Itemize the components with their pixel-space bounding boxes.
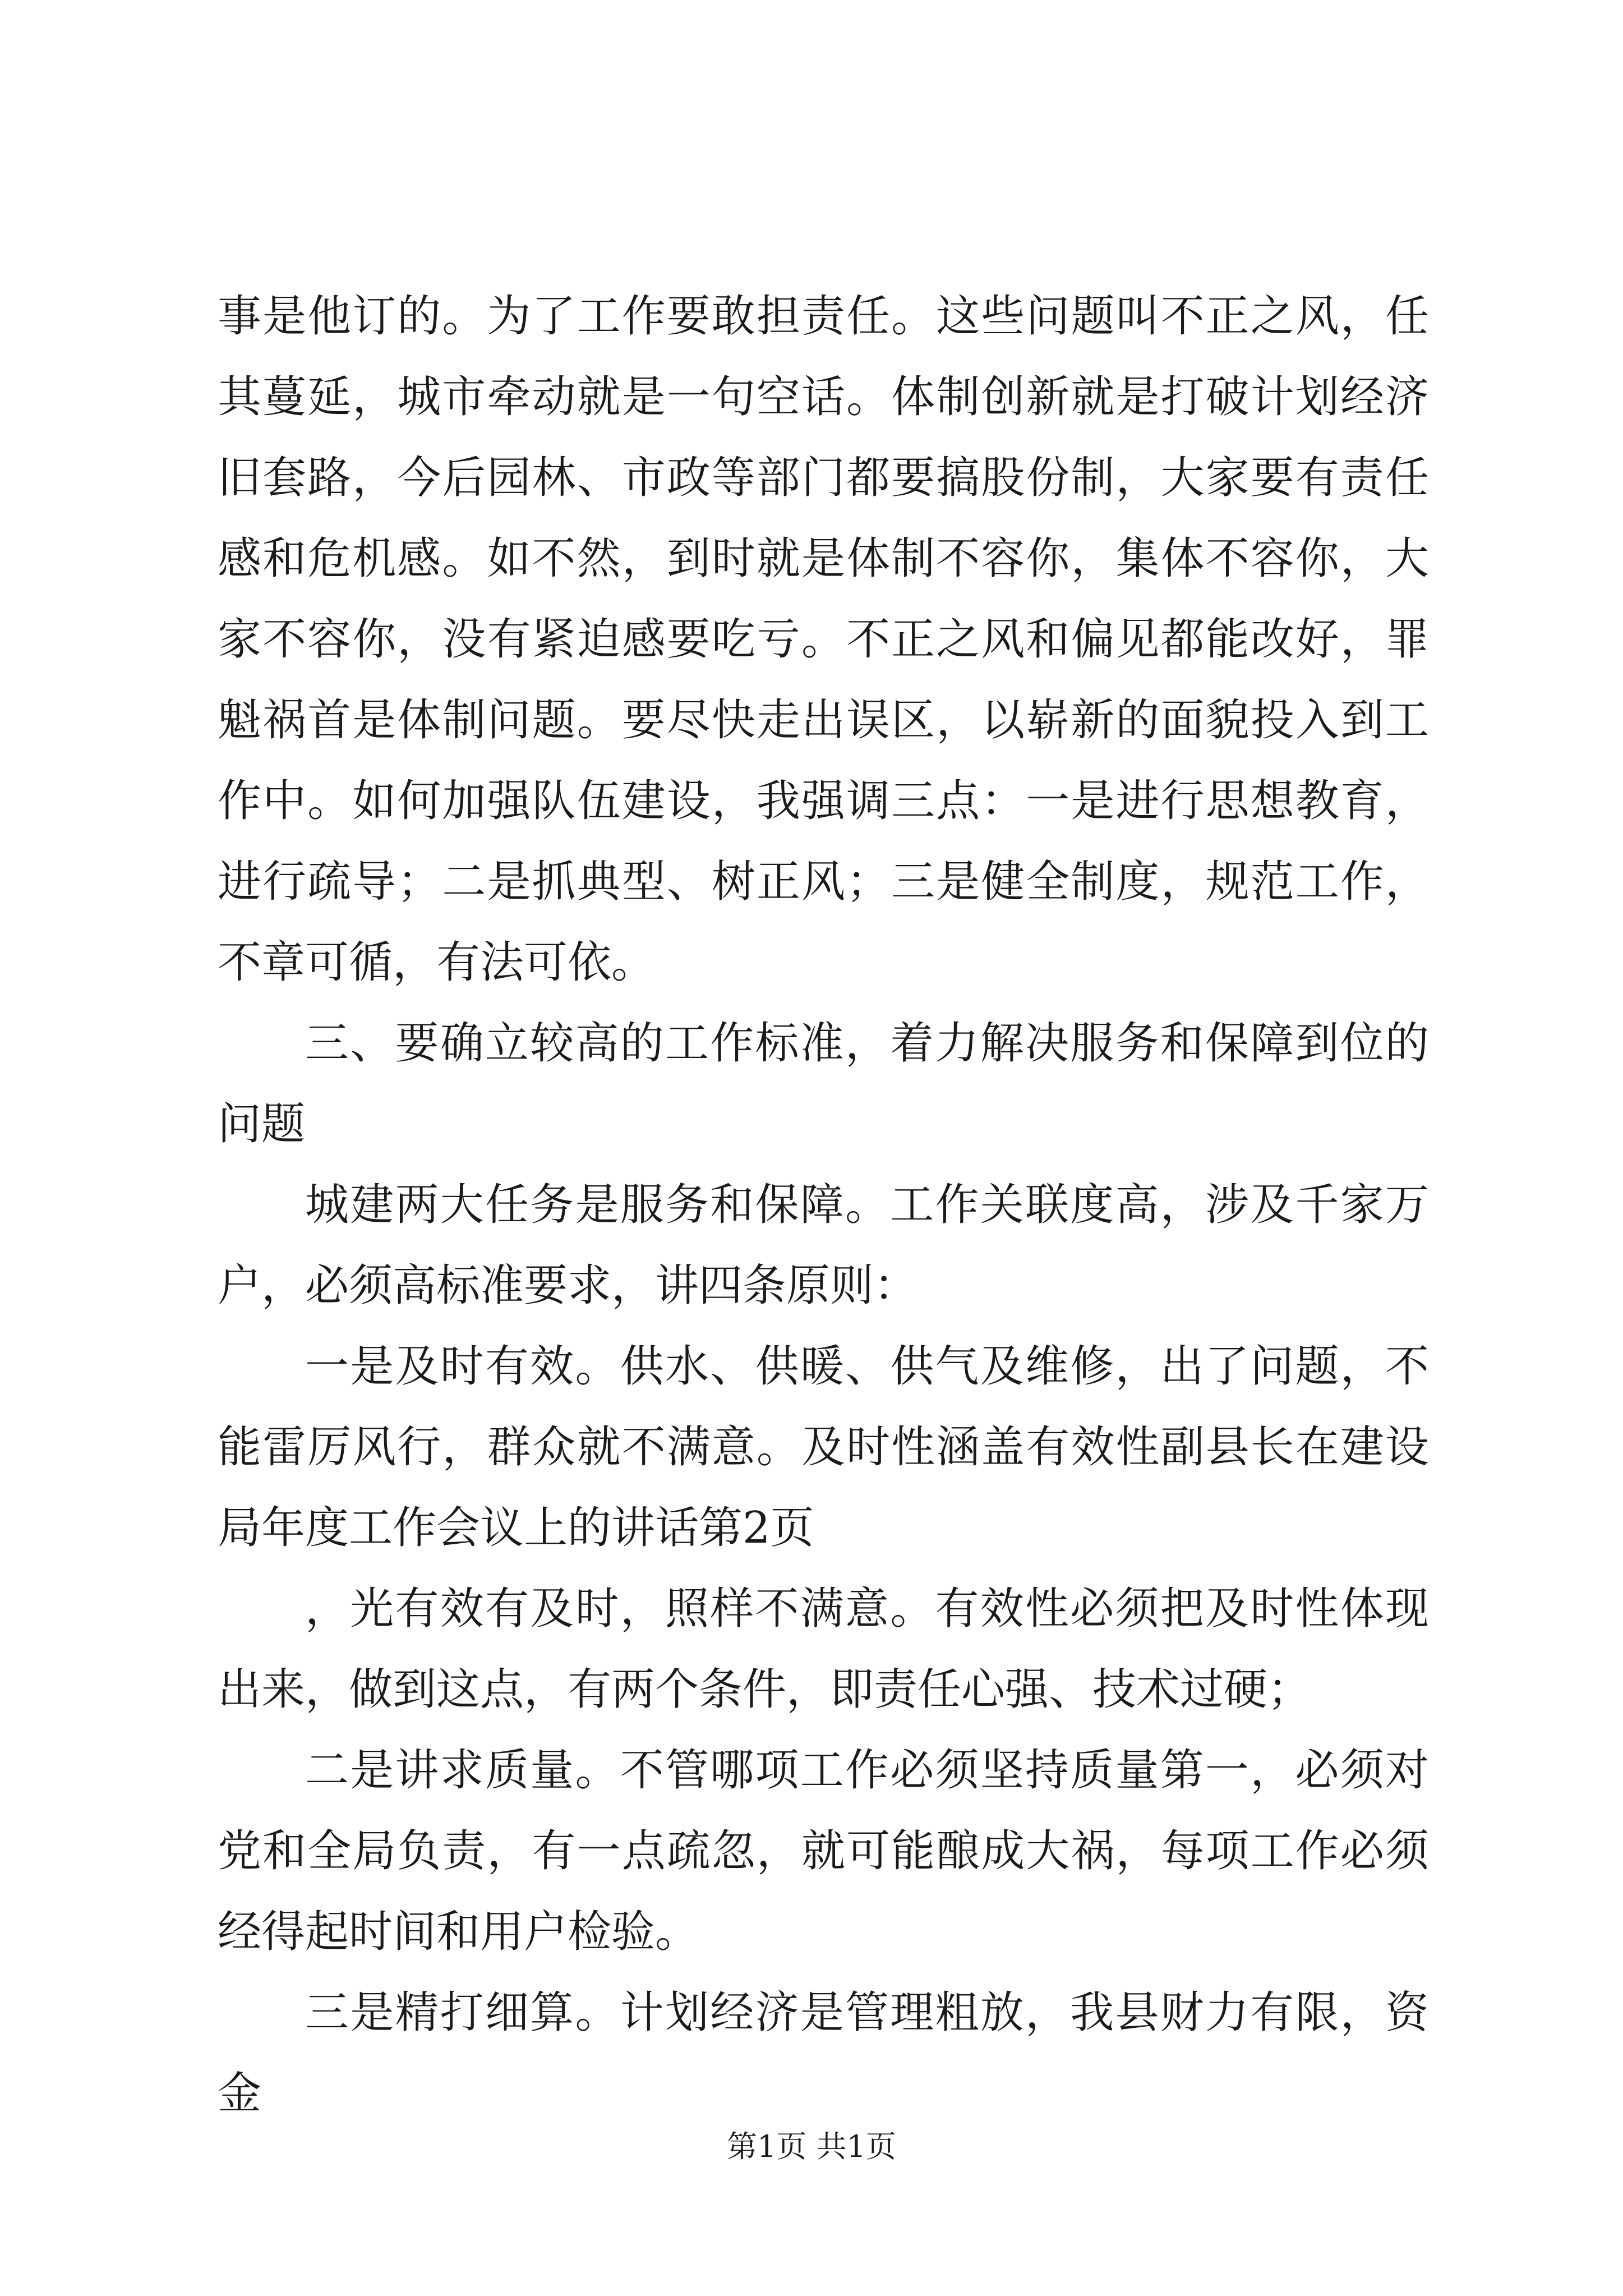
paragraph-6: 二是讲求质量。不管哪项工作必须坚持质量第一，必须对党和全局负责，有一点疏忽，就可能酿成大祸，每项工作必须经得起时间和用户检验。 (218, 1745, 1429, 1957)
paragraph-4: 一是及时有效。供水、供暖、供气及维修，出了问题，不能雷厉风行，群众就不满意。及时性涵盖有效性副县长在建设局年度工作会议上的讲话第2页 (218, 1341, 1429, 1553)
paragraph-1: 事是他订的。为了工作要敢担责任。这些问题叫不正之风，任其蔓延，城市牵动就是一句空话。体制创新就是打破计划经济旧套路，今后园林、市政等部门都要搞股份制，大家要有责任感和危机感。如不然，到时就是体制不容你，集体不容你，大家不容你，没有紧迫感要吃亏。不正之风和偏见都能改好，罪魁祸首是体制问题。要尽快走出误区，以崭新的面貌投入到工作中。如何加强队伍建设，我强调三点：一是进行思想教育，进行疏导；二是抓典型、树正风；三是健全制度，规范工作，不章可循，有法可依。 (218, 291, 1429, 988)
paragraph-7: 三是精打细算。计划经济是管理粗放，我县财力有限，资金 (218, 1987, 1429, 2119)
paragraph-3: 城建两大任务是服务和保障。工作关联度高，涉及千家万户，必须高标准要求，讲四条原则： (218, 1180, 1429, 1311)
paragraph-2-section-heading: 三、要确立较高的工作标准，着力解决服务和保障到位的问题 (218, 1018, 1429, 1149)
page-footer: 第1页 共1页 (727, 2129, 896, 2164)
document-body (218, 276, 1429, 2134)
paragraph-5: ，光有效有及时，照样不满意。有效性必须把及时性体现出来，做到这点，有两个条件，即责任心强、技术过硬； (218, 1584, 1429, 1715)
